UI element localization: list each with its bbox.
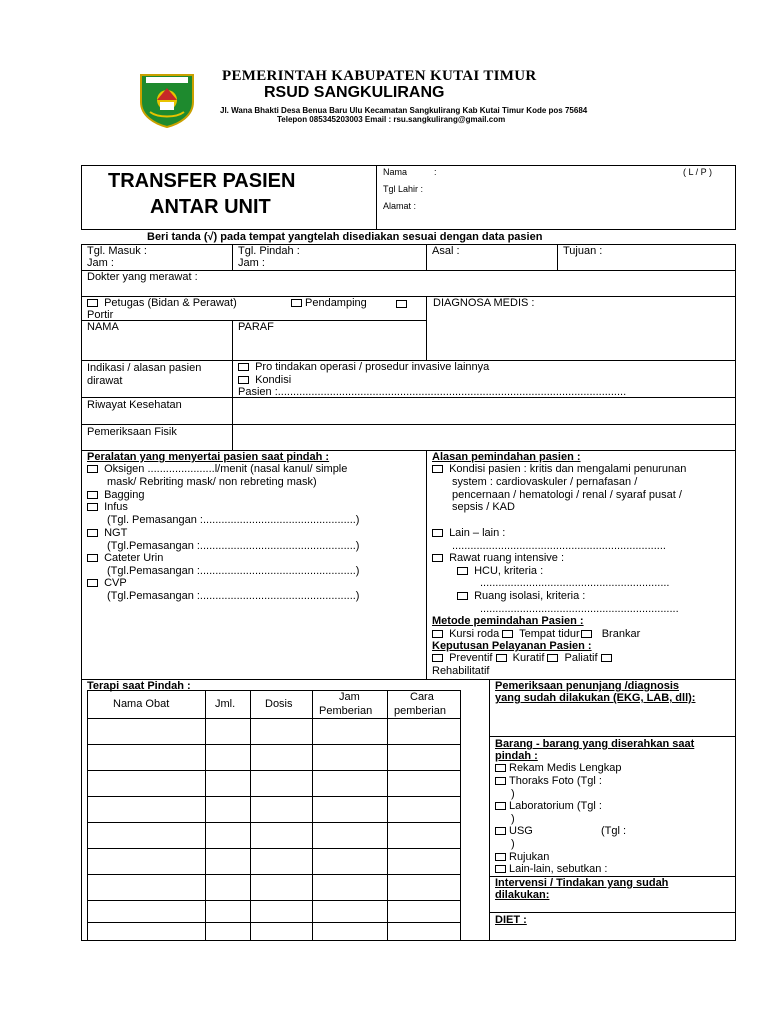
- infus-tgl[interactable]: (Tgl. Pemasangan :..................................................): [107, 514, 360, 526]
- rekam-checkbox[interactable]: [495, 764, 506, 772]
- oksigen-detail: mask/ Rebriting mask/ non rebreting mask): [107, 476, 317, 488]
- kondisi-pasien-option[interactable]: Kondisi pasien : kritis dan mengalami penurunan: [432, 463, 686, 476]
- thoraks-option[interactable]: Thoraks Foto (Tgl :: [495, 775, 602, 788]
- jam-masuk-label: Jam :: [87, 257, 114, 269]
- cvp-option[interactable]: CVP: [87, 577, 127, 590]
- isolasi-option[interactable]: Ruang isolasi, kriteria :: [457, 590, 585, 603]
- penunjang-heading: Pemeriksaan penunjang /diagnosis: [495, 680, 679, 692]
- hcu-checkbox[interactable]: [457, 567, 468, 575]
- kondisi-checkbox[interactable]: [238, 376, 249, 384]
- hcu-field[interactable]: ..............................................................: [480, 577, 670, 589]
- preventif-checkbox[interactable]: [432, 654, 443, 662]
- diagnosa-label: DIAGNOSA MEDIS :: [433, 297, 535, 309]
- tgl-lahir-label: Tgl Lahir :: [383, 184, 424, 194]
- col-jam: Jam: [339, 691, 360, 703]
- barang-heading-2: pindah :: [495, 750, 538, 762]
- pendamping-option[interactable]: Pendamping: [291, 297, 367, 310]
- lainlain-checkbox[interactable]: [495, 865, 506, 873]
- rehabilitatif-label: Rehabilitatif: [432, 665, 490, 677]
- cateter-option[interactable]: Cateter Urin: [87, 552, 163, 565]
- kuratif-label: Kuratif: [512, 652, 545, 664]
- header-address: Jl. Wana Bhakti Desa Benua Baru Ulu Kecamatan Sangkulirang Kab Kutai Timur Kode pos 75684: [220, 106, 588, 115]
- asal-label: Asal :: [432, 245, 460, 257]
- jam-pindah-label: Jam :: [238, 257, 265, 269]
- bagging-checkbox[interactable]: [87, 491, 98, 499]
- brankar-checkbox[interactable]: [581, 630, 592, 638]
- barang-heading: Barang - barang yang diserahkan saat: [495, 738, 695, 750]
- cvp-tgl[interactable]: (Tgl.Pemasangan :...................................................): [107, 590, 360, 602]
- tempat-tidur-checkbox[interactable]: [502, 630, 513, 638]
- usg-option[interactable]: USG: [495, 825, 533, 838]
- header-title: PEMERINTAH KABUPATEN KUTAI TIMUR: [222, 68, 537, 84]
- keputusan-options: [432, 652, 615, 665]
- penunjang-heading-2: yang sudah dilakukan (EKG, LAB, dll):: [495, 692, 696, 704]
- lain-checkbox[interactable]: [432, 529, 443, 537]
- infus-checkbox[interactable]: [87, 503, 98, 511]
- pro-tindakan-option[interactable]: Pro tindakan operasi / prosedur invasive lainnya: [238, 361, 489, 374]
- kuratif-checkbox[interactable]: [496, 654, 507, 662]
- lain-field[interactable]: ......................................................................: [452, 540, 666, 552]
- kondisi-pasien-line2: system : cardiovaskuler / pernafasan /: [452, 476, 638, 488]
- nama-colon: :: [434, 167, 437, 177]
- col-jam-2: Pemberian: [319, 705, 373, 717]
- preventif-label: Preventif: [449, 652, 493, 664]
- col-cara-2: pemberian: [394, 705, 446, 717]
- infus-option[interactable]: Infus: [87, 501, 128, 514]
- intervensi-heading-2: dilakukan:: [495, 889, 550, 901]
- riwayat-label: Riwayat Kesehatan: [87, 399, 182, 411]
- peralatan-heading: Peralatan yang menyertai pasien saat pindah :: [87, 451, 330, 463]
- ngt-checkbox[interactable]: [87, 529, 98, 537]
- rekam-option[interactable]: Rekam Medis Lengkap: [495, 762, 622, 775]
- petugas-checkbox[interactable]: [87, 299, 98, 307]
- lain-option[interactable]: Lain – lain :: [432, 527, 505, 540]
- header-subtitle: RSUD SANGKULIRANG: [264, 84, 445, 101]
- ngt-option[interactable]: NGT: [87, 527, 127, 540]
- lainlain-option[interactable]: Lain-lain, sebutkan :: [495, 863, 607, 876]
- tgl-masuk-label: Tgl. Masuk :: [87, 245, 147, 257]
- intervensi-heading: Intervensi / Tindakan yang sudah: [495, 877, 669, 889]
- thoraks-close: ): [511, 788, 515, 800]
- bagging-option[interactable]: Bagging: [87, 489, 144, 502]
- paraf-column-header: PARAF: [238, 321, 274, 333]
- pro-tindakan-checkbox[interactable]: [238, 363, 249, 371]
- pasien-field[interactable]: Pasien :..................................................................................................................: [238, 386, 627, 398]
- usg-close: ): [511, 838, 515, 850]
- isolasi-checkbox[interactable]: [457, 592, 468, 600]
- alamat-label: Alamat :: [383, 201, 417, 211]
- lab-option[interactable]: Laboratorium (Tgl :: [495, 800, 602, 813]
- cateter-tgl[interactable]: (Tgl.Pemasangan :...................................................): [107, 565, 360, 577]
- tempat-tidur-label: Tempat tidur: [519, 628, 580, 640]
- col-dosis: Dosis: [265, 698, 293, 710]
- pendamping-checkbox[interactable]: [291, 299, 302, 307]
- oksigen-checkbox[interactable]: [87, 465, 98, 473]
- lab-close: ): [511, 813, 515, 825]
- terapi-table: [87, 690, 461, 941]
- usg-checkbox[interactable]: [495, 827, 506, 835]
- indikasi-label-2: dirawat: [87, 375, 123, 387]
- kursi-roda-label: Kursi roda: [449, 628, 500, 640]
- hcu-option[interactable]: HCU, kriteria :: [457, 565, 543, 578]
- thoraks-checkbox[interactable]: [495, 777, 506, 785]
- cvp-checkbox[interactable]: [87, 579, 98, 587]
- isolasi-field[interactable]: .................................................................: [480, 603, 679, 615]
- kondisi-option[interactable]: Kondisi: [238, 374, 291, 387]
- brankar-label: Brankar: [601, 628, 641, 640]
- kondisi-pasien-line4: sepsis / KAD: [452, 501, 515, 513]
- kondisi-pasien-checkbox[interactable]: [432, 465, 443, 473]
- gender-field[interactable]: ( L / P ): [683, 167, 713, 177]
- paliatif-checkbox[interactable]: [547, 654, 558, 662]
- metode-heading: Metode pemindahan Pasien :: [432, 615, 584, 627]
- terapi-heading: Terapi saat Pindah :: [87, 680, 191, 692]
- keputusan-heading: Keputusan Pelayanan Pasien :: [432, 640, 592, 652]
- alasan-heading: Alasan pemindahan pasien :: [432, 451, 581, 463]
- rehabilitatif-checkbox[interactable]: [601, 654, 612, 662]
- cateter-checkbox[interactable]: [87, 554, 98, 562]
- tujuan-label: Tujuan :: [563, 245, 603, 257]
- nama-label: Nama: [383, 167, 408, 177]
- kursi-roda-checkbox[interactable]: [432, 630, 443, 638]
- oksigen-option[interactable]: Oksigen ......................l/menit (nasal kanul/ simple: [87, 463, 347, 476]
- paliatif-label: Paliatif: [564, 652, 598, 664]
- petugas-option[interactable]: Petugas (Bidan & Perawat): [87, 297, 237, 310]
- usg-tgl: (Tgl :: [601, 825, 627, 837]
- col-nama-obat: Nama Obat: [113, 698, 170, 710]
- col-cara: Cara: [410, 691, 434, 703]
- nama-column-header: NAMA: [87, 321, 119, 333]
- portir-checkbox[interactable]: [396, 300, 407, 308]
- form-title-line1: TRANSFER PASIEN: [108, 170, 296, 192]
- rujukan-option[interactable]: Rujukan: [495, 851, 549, 864]
- hospital-logo: [138, 72, 196, 128]
- diet-label: DIET :: [495, 914, 527, 926]
- tgl-pindah-label: Tgl. Pindah :: [238, 245, 300, 257]
- rujukan-checkbox[interactable]: [495, 853, 506, 861]
- form-title-line2: ANTAR UNIT: [150, 196, 271, 218]
- header-contact: Telepon 085345203003 Email : rsu.sangkulirang@gmail.com: [277, 115, 506, 124]
- indikasi-label: Indikasi / alasan pasien: [87, 362, 202, 374]
- portir-label: Portir: [87, 309, 114, 321]
- col-jml: Jml.: [215, 698, 236, 710]
- rawat-checkbox[interactable]: [432, 554, 443, 562]
- rawat-option[interactable]: Rawat ruang intensive :: [432, 552, 564, 565]
- dokter-label: Dokter yang merawat :: [87, 271, 198, 283]
- instruction-text: Beri tanda (√) pada tempat yangtelah disediakan sesuai dengan data pasien: [147, 231, 543, 243]
- lab-checkbox[interactable]: [495, 802, 506, 810]
- pemeriksaan-fisik-label: Pemeriksaan Fisik: [87, 426, 177, 438]
- kondisi-pasien-line3: pencernaan / hematologi / renal / syaraf pusat /: [452, 489, 682, 501]
- ngt-tgl[interactable]: (Tgl.Pemasangan :...................................................): [107, 540, 360, 552]
